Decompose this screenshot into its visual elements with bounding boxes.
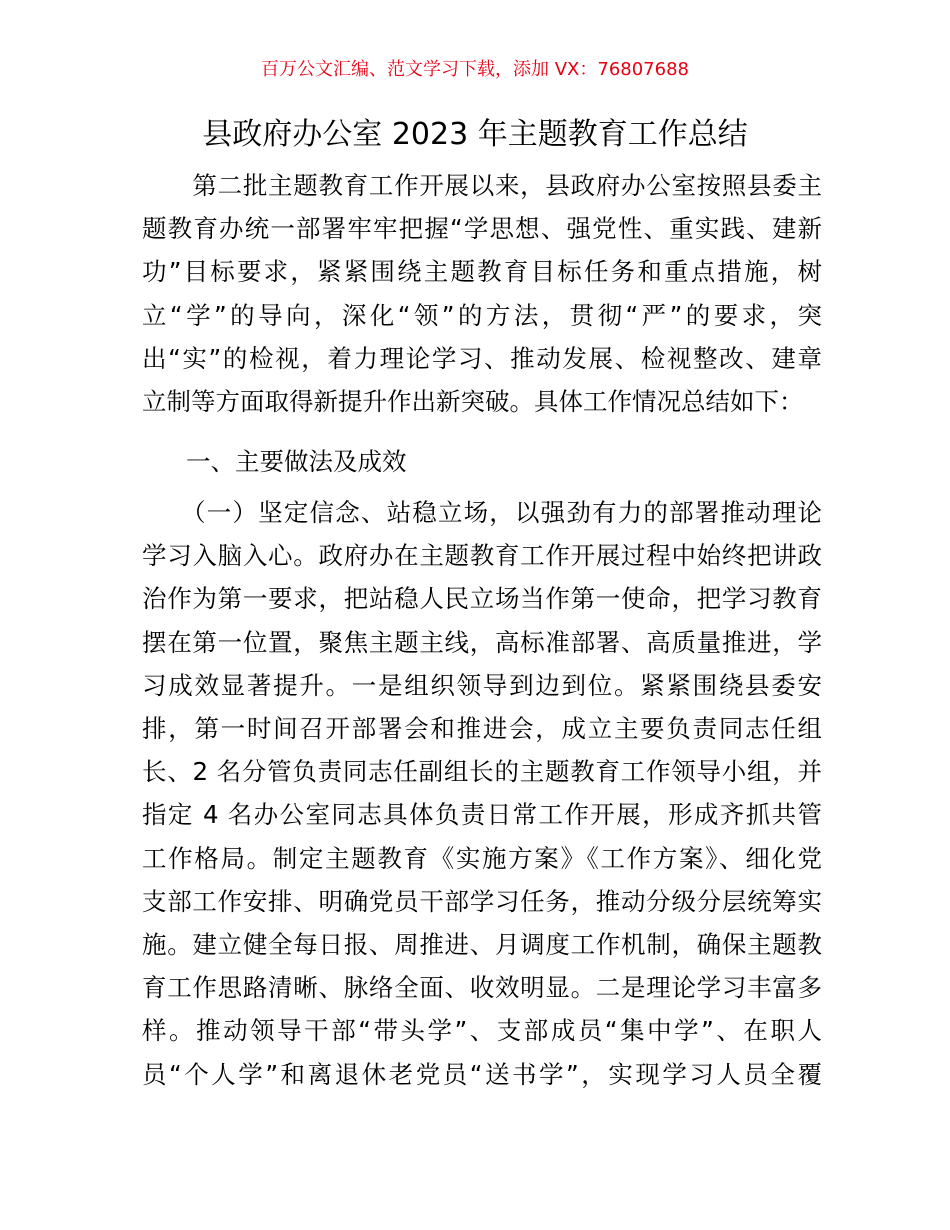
paragraph-line: 出“实”的检视，着力理论学习、推动发展、检视整改、建章 [142,343,822,373]
paragraph-line: 摆在第一位置，聚焦主题主线，高标准部署、高质量推进，学 [142,627,822,657]
paragraph-line: 育工作思路清晰、脉络全面、收效明显。二是理论学习丰富多 [142,973,822,1003]
document-title: 县政府办公室 2023 年主题教育工作总结 [202,117,748,152]
paragraph-line: 功”目标要求，紧紧围绕主题教育目标任务和重点措施，树 [142,257,822,287]
paragraph-line: 工作格局。制定主题教育《实施方案》《工作方案》、细化党 [142,843,822,873]
paragraph-line: 题教育办统一部署牢牢把握“学思想、强党性、重实践、建新 [142,214,822,244]
paragraph-line: 指定 4 名办公室同志具体负责日常工作开展，形成齐抓共管 [142,800,822,830]
section-paragraph [142,491,822,1096]
paragraph-line: 长、2 名分管负责同志任副组长的主题教育工作领导小组，并 [142,757,822,787]
paragraph-line: 习成效显著提升。一是组织领导到边到位。紧紧围绕县委安 [142,670,822,700]
paragraph-line: 治作为第一要求，把站稳人民立场当作第一使命，把学习教育 [142,584,822,614]
paragraph-line: 样。推动领导干部“带头学”、支部成员“集中学”、在职人 [142,1016,822,1046]
intro-paragraph [142,164,822,423]
paragraph-line: 学习入脑入心。政府办在主题教育工作开展过程中始终把讲政 [142,541,822,571]
header-watermark: 百万公文汇编、范文学习下载，添加 VX：76807688 [261,59,689,80]
paragraph-line: 员“个人学”和离退休老党员“送书学”，实现学习人员全覆 [142,1059,822,1089]
paragraph-line: 支部工作安排、明确党员干部学习任务，推动分级分层统筹实 [142,886,822,916]
paragraph-line: 排，第一时间召开部署会和推进会，成立主要负责同志任组 [142,714,822,744]
paragraph-line: 立“学”的导向，深化“领”的方法，贯彻“严”的要求，突 [142,300,822,330]
section-heading: 一、主要做法及成效 [186,447,407,476]
paragraph-line: 立制等方面取得新提升作出新突破。具体工作情况总结如下： [142,387,804,417]
paragraph-line: （一）坚定信念、站稳立场，以强劲有力的部署推动理论 [142,498,822,527]
paragraph-line: 第二批主题教育工作开展以来，县政府办公室按照县委主 [142,171,822,200]
paragraph-line: 施。建立健全每日报、周推进、月调度工作机制，确保主题教 [142,930,822,960]
